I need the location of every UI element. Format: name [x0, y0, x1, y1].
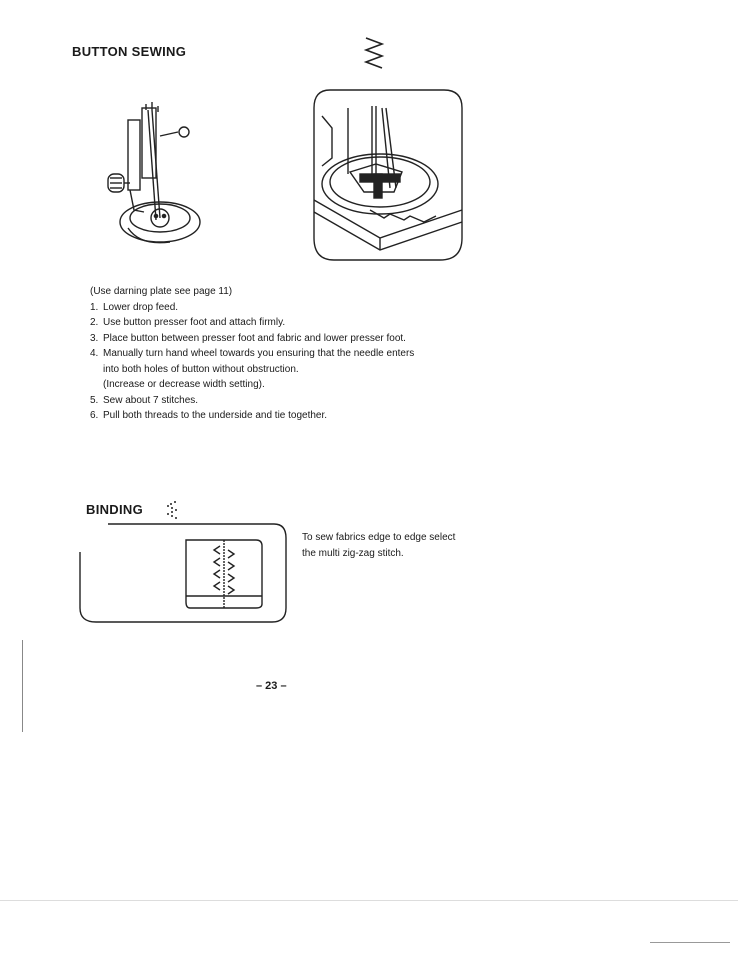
step-4 [90, 346, 470, 362]
step-5 [90, 393, 470, 409]
step-text: Manually turn hand wheel towards you ensuring that the needle enters [103, 348, 415, 359]
step-6 [90, 408, 470, 424]
button-sewing-title: BUTTON SEWING [72, 44, 187, 59]
step-number: 4. [90, 348, 99, 359]
step-number: 2. [90, 317, 99, 328]
zigzag-stitch-icon [362, 36, 386, 72]
page-number: – 23 – [256, 680, 287, 692]
binding-title: BINDING [86, 502, 143, 517]
step-number: 5. [90, 394, 99, 406]
step-text: Place button between presser foot and fabric and lower presser foot. [103, 332, 406, 344]
step-1 [90, 300, 470, 316]
step-4-width-note: (Increase or decrease width setting). [103, 379, 265, 390]
binding-description [302, 530, 502, 562]
step-number: 1. [90, 301, 99, 313]
step-number: 6. [90, 410, 99, 421]
scan-margin-line [22, 640, 23, 732]
scan-bottom-line [0, 900, 738, 901]
binding-description-line-2: the multi zig-zag stitch. [302, 548, 404, 559]
binding-description-line-1: To sew fabrics edge to edge select [302, 532, 456, 543]
step-4-continuation: into both holes of button without obstruction. [103, 363, 299, 375]
button-closeup-illustration [310, 88, 466, 264]
step-3 [90, 331, 470, 347]
step-text: Lower drop feed. [103, 301, 179, 313]
step-text: Pull both threads to the underside and tie together. [103, 410, 328, 421]
step-number: 3. [90, 332, 99, 344]
binding-stitch-illustration [78, 522, 290, 626]
step-text: Use button presser foot and attach firmly. [103, 317, 286, 328]
step-2 [90, 315, 470, 331]
multi-zigzag-stitch-icon [166, 500, 180, 520]
step-text: Sew about 7 stitches. [103, 394, 199, 406]
presser-foot-illustration [100, 100, 210, 250]
darning-plate-note: (Use darning plate see page 11) [90, 286, 233, 297]
scan-corner-line [650, 942, 730, 943]
instructions-block [90, 284, 470, 424]
